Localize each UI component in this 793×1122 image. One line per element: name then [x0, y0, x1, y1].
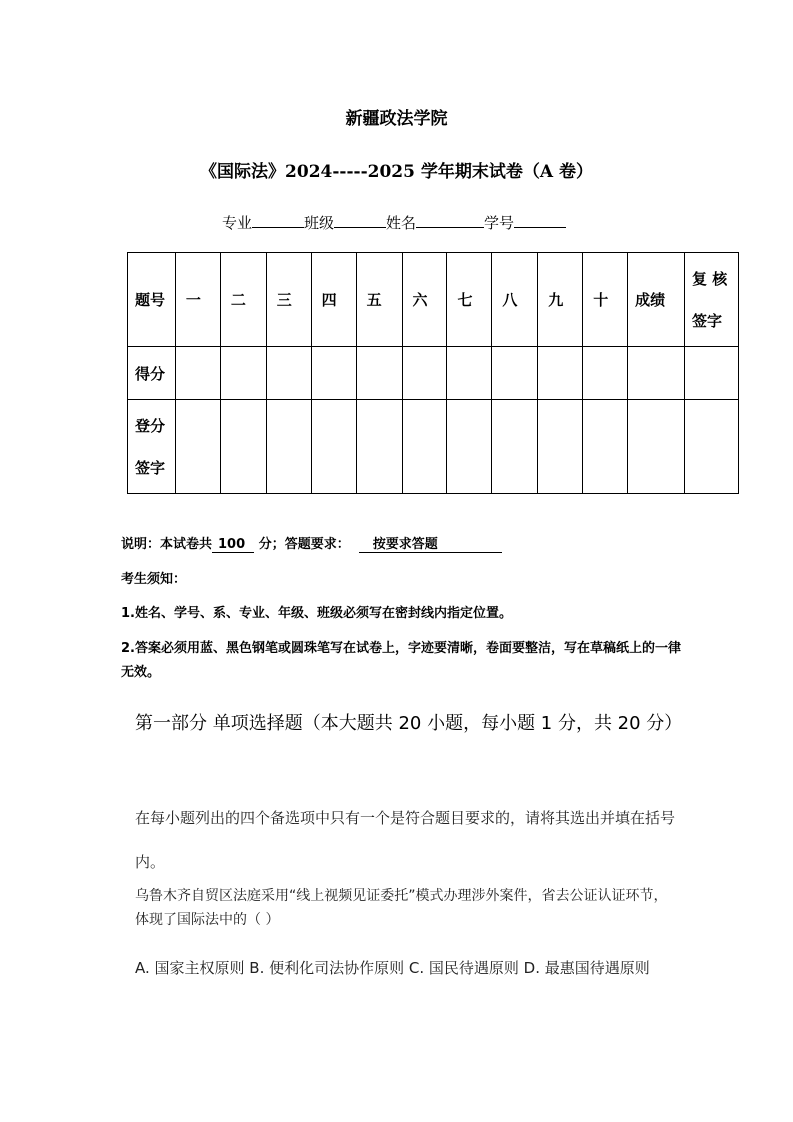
grader-label-line1: 登分: [135, 416, 166, 435]
grader-sign-row: [128, 400, 739, 494]
question-number-cell: 八: [492, 253, 538, 347]
notice-item-2: 2.答案必须用蓝、黑色钢笔或圆珠笔写在试卷上，字迹要清晰，卷面要整洁，写在草稿纸上的一律无效。: [121, 641, 681, 680]
score-cell[interactable]: [628, 347, 685, 400]
sign-cell[interactable]: [402, 400, 447, 494]
score-cell[interactable]: [447, 347, 492, 400]
section-heading: 第一部分 单项选择题（本大题共 20 小题，每小题 1 分，共 20 分）: [135, 713, 683, 734]
review-label-line2: 签字: [692, 311, 723, 330]
question-number-cell: 四: [311, 253, 356, 347]
score-cell[interactable]: [220, 347, 266, 400]
major-blank[interactable]: [252, 213, 304, 228]
question-number-cell: 十: [583, 253, 628, 347]
review-label-line1: 复 核: [692, 269, 728, 288]
score-cell[interactable]: [583, 347, 628, 400]
question-text: 乌鲁木齐自贸区法庭采用“线上视频见证委托”模式办理涉外案件，省去公证认证环节，体现了国际法中的（ ）: [135, 888, 668, 928]
score-cell[interactable]: [402, 347, 447, 400]
review-sign-label: [685, 253, 739, 347]
question-number-cell: 九: [538, 253, 583, 347]
score-cell[interactable]: [175, 347, 220, 400]
question-number-row: [128, 253, 739, 347]
grader-sign-label: [128, 400, 176, 494]
note-middle: 分；答题要求：: [258, 537, 350, 552]
section-description: 在每小题列出的四个备选项中只有一个是符合题目要求的，请将其选出并填在括号内。: [135, 809, 676, 871]
score-cell[interactable]: [538, 347, 583, 400]
answer-requirement: 按要求答题: [359, 533, 502, 553]
sign-cell[interactable]: [311, 400, 356, 494]
question-number-cell: 一: [175, 253, 220, 347]
school-name: 新疆政法学院: [345, 109, 448, 129]
score-cell[interactable]: [311, 347, 356, 400]
major-label: 专业: [222, 214, 253, 232]
class-label: 班级: [304, 214, 335, 232]
notice-item-1: 1.姓名、学号、系、专业、年级、班级必须写在密封线内指定位置。: [121, 606, 512, 621]
name-label: 姓名: [386, 214, 417, 232]
note-prefix: 说明：本试卷共: [121, 537, 213, 552]
sign-cell[interactable]: [220, 400, 266, 494]
sign-cell[interactable]: [447, 400, 492, 494]
score-cell[interactable]: [685, 347, 739, 400]
score-row: [128, 347, 739, 400]
sign-cell[interactable]: [628, 400, 685, 494]
total-score-label: 成绩: [628, 253, 685, 347]
student-id-label: 学号: [484, 214, 515, 232]
score-cell[interactable]: [492, 347, 538, 400]
question-number-cell: 五: [356, 253, 402, 347]
sign-cell[interactable]: [492, 400, 538, 494]
question-number-cell: 三: [266, 253, 311, 347]
question-number-label: 题号: [128, 253, 176, 347]
name-blank[interactable]: [416, 213, 484, 228]
sign-cell[interactable]: [538, 400, 583, 494]
sign-cell[interactable]: [583, 400, 628, 494]
score-table: [127, 252, 739, 494]
class-blank[interactable]: [334, 213, 386, 228]
score-cell[interactable]: [266, 347, 311, 400]
grader-label-line2: 签字: [135, 458, 166, 477]
score-cell[interactable]: [356, 347, 402, 400]
sign-cell[interactable]: [356, 400, 402, 494]
sign-cell[interactable]: [266, 400, 311, 494]
student-info-line: [222, 212, 566, 233]
score-label: 得分: [128, 347, 176, 400]
notice-title: 考生须知：: [121, 572, 187, 587]
question-options: A. 国家主权原则 B. 便利化司法协作原则 C. 国民待遇原则 D. 最惠国待遇原则: [135, 959, 650, 977]
exam-title: 《国际法》2024-----2025 学年期末试卷（A 卷）: [200, 162, 593, 182]
sign-cell[interactable]: [685, 400, 739, 494]
question-number-cell: 六: [402, 253, 447, 347]
student-id-blank[interactable]: [514, 213, 566, 228]
question-number-cell: 二: [220, 253, 266, 347]
exam-note: [121, 533, 502, 553]
question-number-cell: 七: [447, 253, 492, 347]
sign-cell[interactable]: [175, 400, 220, 494]
total-score-value: 100: [212, 537, 254, 553]
